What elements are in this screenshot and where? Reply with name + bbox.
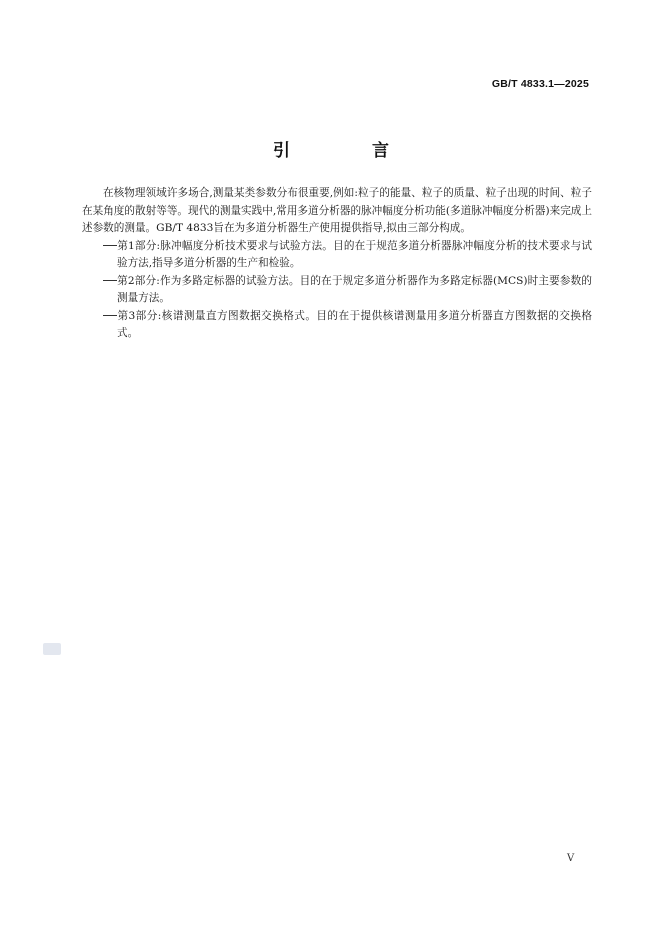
- part-item-3: [82, 308, 592, 343]
- part-item-2: [82, 273, 592, 308]
- part-item-text: 第3部分:核谱测量直方图数据交换格式。目的在于提供核谱测量用多道分析器直方图数据的交换格式。: [117, 309, 592, 339]
- dash-marker: [103, 280, 117, 281]
- document-body: [82, 185, 592, 343]
- page-title: 引 言: [273, 141, 427, 161]
- dash-marker: [103, 315, 117, 316]
- intro-paragraph: 在核物理领域许多场合,测量某类参数分布很重要,例如:粒子的能量、粒子的质量、粒子出现的时间、粒子在某角度的散射等等。现代的测量实践中,常用多道分析器的脉冲幅度分析功能(多道脉冲幅度分析器)来完成上述参数的测量。GB/T 4833旨在为多道分析器生产使用提供指导,拟由三部分构成。: [82, 187, 592, 234]
- dash-marker: [103, 245, 117, 246]
- part-item-text: 第1部分:脉冲幅度分析技术要求与试验方法。目的在于规范多道分析器脉冲幅度分析的技术要求与试验方法,指导多道分析器的生产和检验。: [117, 239, 592, 269]
- watermark-logo: [43, 643, 61, 655]
- page-number: V: [567, 853, 575, 864]
- part-item-text: 第2部分:作为多路定标器的试验方法。目的在于规定多道分析器作为多路定标器(MCS)时主要参数的测量方法。: [117, 274, 592, 304]
- standard-code-header: GB/T 4833.1—2025: [491, 78, 589, 90]
- part-item-1: [82, 238, 592, 273]
